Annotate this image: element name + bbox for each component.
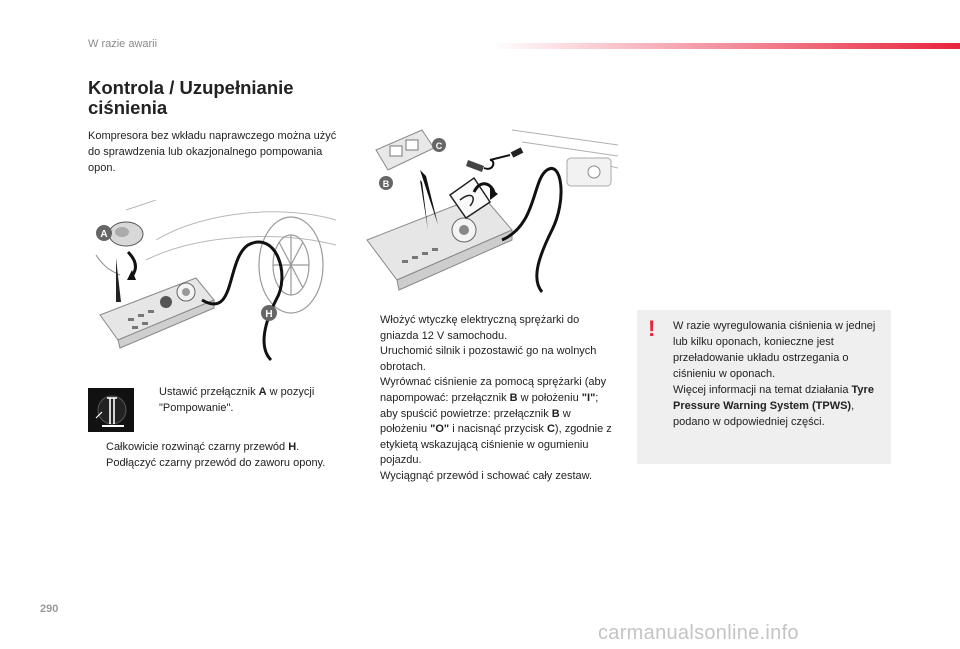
list-item: Podłączyć czarny przewód do zaworu opony. (106, 456, 326, 469)
header-accent-bar (492, 43, 960, 49)
switch-step-list (141, 385, 341, 416)
section-header: W razie awarii (88, 38, 158, 50)
intro-paragraph: Kompresora bez wkładu naprawczego można użyć do sprawdzenia lub okazjonalnego pompowania opon. (88, 130, 337, 174)
page-title (88, 78, 348, 118)
list-item: Wyciągnąć przewód i schować cały zestaw. (380, 469, 593, 482)
callout-c: C (435, 141, 443, 151)
compressor-plug-illustration (362, 120, 618, 300)
compressor-hose-illustration (86, 200, 336, 365)
list-item: Wyrównać ciśnienie za pomocą sprężarki (aby napompować: przełącznik B w położeniu "I"; aby spuścić powietrze: przełącznik B w położeniu "O" i nacisnąć przycisk C), zgodnie z etykietą wskazującą ciśnienie w ogumieniu pojazdu. (380, 376, 612, 467)
callout-h: H (265, 309, 273, 320)
callout-b: B (382, 179, 390, 189)
page-number: 290 (40, 603, 59, 615)
warning-icon: ! (648, 316, 656, 341)
title-line-2: ciśnienia (88, 97, 168, 118)
list-item: Ustawić przełącznik A w pozycji "Pompowanie". (159, 386, 315, 414)
warning-text: W razie wyregulowania ciśnienia w jednej lub kilku oponach, konieczne jest przeładowanie układu ostrzegania o ciśnieniu w oponach. Więcej informacji na temat działania Tyre Pressure Warning System (TPWS), podano w odpowiedniej części. (673, 320, 876, 428)
callout-a: A (100, 229, 108, 240)
watermark: carmanualsonline.info (598, 622, 799, 644)
list-item: Uruchomić silnik i pozostawić go na wolnych obrotach. (380, 345, 597, 373)
list-item: Całkowicie rozwinąć czarny przewód H. (106, 441, 300, 453)
title-line-1: Kontrola / Uzupełnianie (88, 77, 294, 98)
compressor-step-list (362, 313, 617, 485)
switch-position-icon (88, 388, 134, 432)
warning-note (637, 310, 891, 464)
list-item: Włożyć wtyczkę elektryczną sprężarki do gniazda 12 V samochodu. (380, 314, 580, 342)
hose-step-list (88, 440, 338, 471)
